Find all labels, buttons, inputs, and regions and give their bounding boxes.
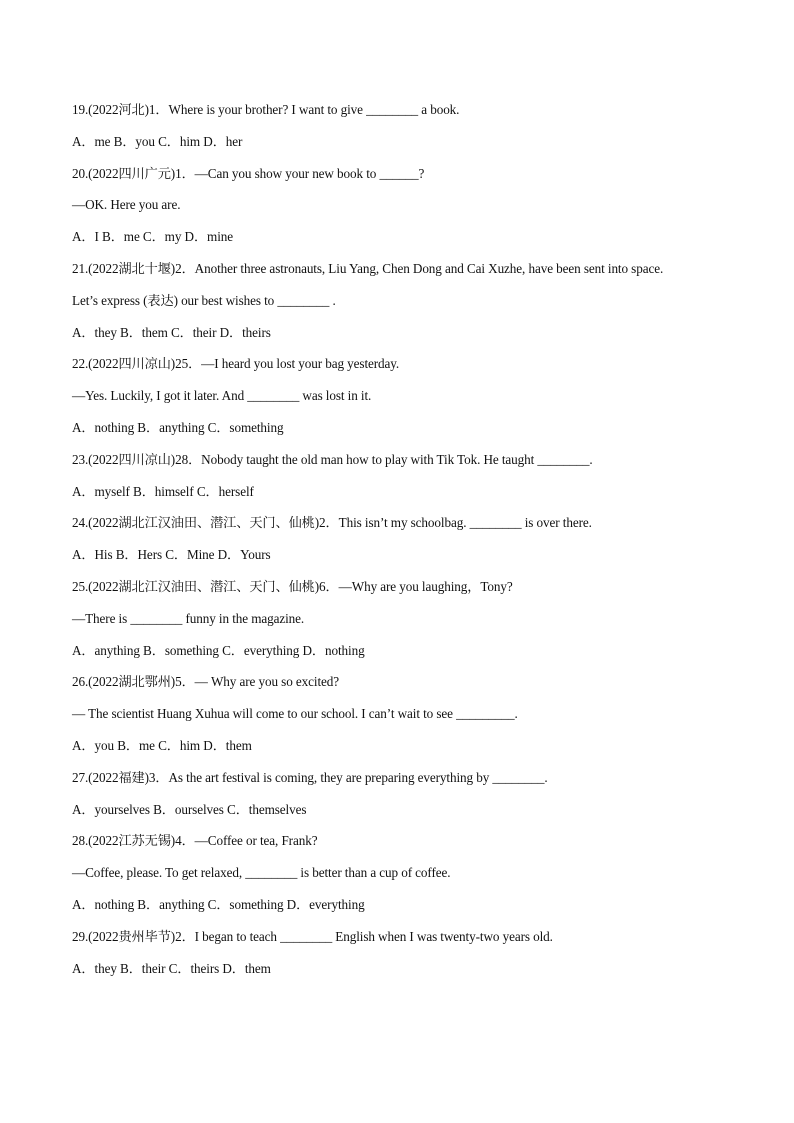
question-29-stem: 29.(2022贵州毕节)2．I began to teach ________ English when I was twenty-two years old. (72, 928, 553, 944)
question-19-stem: 19.(2022河北)1．Where is your brother? I want to give ________ a book. (72, 102, 460, 117)
question-26-options: A．you B．me C．him D．them (72, 737, 252, 753)
question-20-options: A．I B．me C．my D．mine (72, 229, 234, 245)
question-25-stem: 25.(2022湖北江汉油田、潜江、天门、仙桃)6．—Why are you laughing，Tony? (72, 578, 513, 594)
question-22-options: A．nothing B．anything C．something (72, 419, 284, 435)
document-page (72, 98, 732, 988)
question-28-options: A．nothing B．anything C．something D．everything (72, 896, 365, 912)
question-25-options: A．anything B．something C．everything D．nothing (72, 642, 365, 658)
question-22-stem: 22.(2022四川凉山)25．—I heard you lost your bag yesterday. (72, 356, 400, 372)
question-21-stem: 21.(2022湖北十堰)2．Another three astronauts, Liu Yang, Chen Dong and Cai Xuzhe, have been sent into space. (72, 260, 664, 276)
question-22-dialogue: —Yes. Luckily, I got it later. And ________ was lost in it. (72, 388, 372, 404)
question-27-options: A．yourselves B．ourselves C．themselves (72, 801, 307, 817)
question-26-dialogue: — The scientist Huang Xuhua will come to our school. I can’t wait to see _________. (72, 706, 518, 722)
question-24-stem: 24.(2022湖北江汉油田、潜江、天门、仙桃)2．This isn’t my schoolbag. ________ is over there. (72, 515, 592, 531)
question-20-dialogue: —OK. Here you are. (72, 197, 181, 213)
question-23-stem: 23.(2022四川凉山)28．Nobody taught the old man how to play with Tik Tok. He taught ________. (72, 451, 593, 467)
question-23-options: A．myself B．himself C．herself (72, 483, 254, 499)
question-28-stem: 28.(2022江苏无锡)4．—Coffee or tea, Frank? (72, 833, 318, 849)
question-21-stem-continued: Let’s express (表达) our best wishes to ________ . (72, 292, 336, 308)
question-29-options: A．they B．their C．theirs D．them (72, 960, 271, 976)
question-28-dialogue: —Coffee, please. To get relaxed, ________ is better than a cup of coffee. (72, 865, 451, 881)
question-19-options: A．me B．you C．him D．her (72, 133, 243, 149)
question-26-stem: 26.(2022湖北鄂州)5．— Why are you so excited? (72, 674, 340, 690)
question-27-stem: 27.(2022福建)3．As the art festival is coming, they are preparing everything by ________. (72, 769, 548, 785)
question-20-stem: 20.(2022四川广元)1．—Can you show your new book to ______? (72, 165, 425, 181)
question-24-options: A．His B．Hers C．Mine D．Yours (72, 547, 271, 563)
question-21-options: A．they B．them C．their D．theirs (72, 324, 271, 340)
question-25-dialogue: —There is ________ funny in the magazine. (72, 610, 305, 626)
